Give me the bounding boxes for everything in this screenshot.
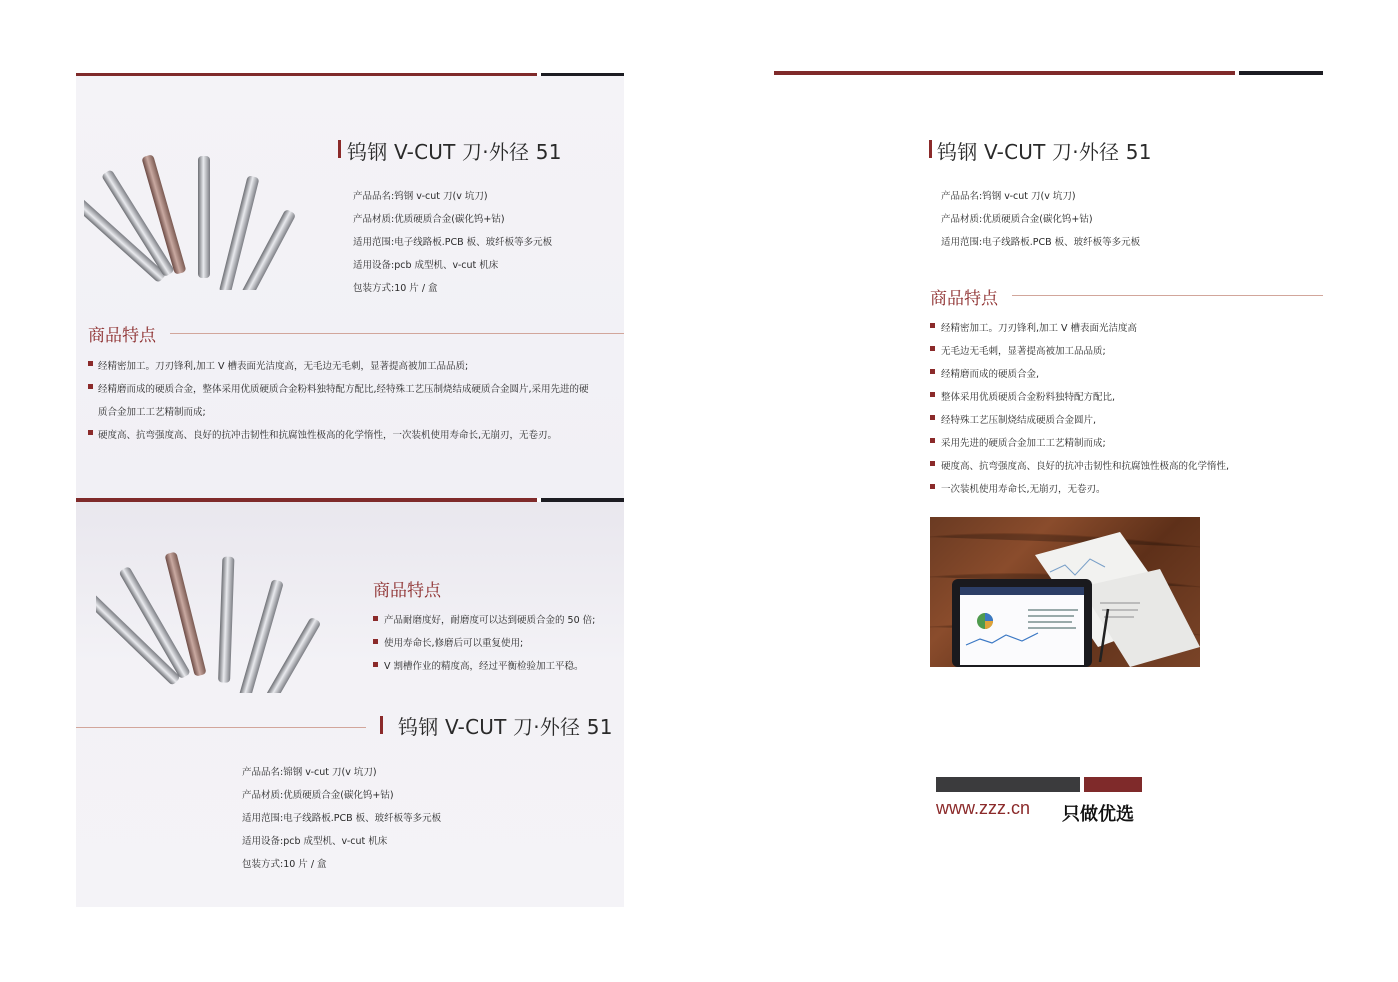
feature-item: 硬度高、抗弯强度高、良好的抗冲击韧性和抗腐蚀性极高的化学惰性，一次装机使用寿命长,无崩刃，无卷刃。 <box>98 430 558 441</box>
product-title: 钨钢 V-CUT 刀·外径 51 <box>398 715 613 739</box>
right-page-top-bar-red <box>774 71 1235 75</box>
footer-slogan: 只做优选 <box>1062 804 1134 825</box>
spec-line: 产品品名:钨钢 v-cut 刀(v 坑刀) <box>941 191 1076 202</box>
spec-line: 包装方式:10 片 / 盒 <box>242 859 327 870</box>
end-mill-tools-image-bottom <box>96 548 336 693</box>
bullet-marker <box>88 361 93 366</box>
bullet-marker <box>930 392 935 397</box>
feature-item: 整体采用优质硬质合金粉料独特配方配比, <box>941 392 1116 403</box>
footer-bar-red <box>1084 777 1142 792</box>
spec-line: 产品材质:优质硬质合金(碳化钨+钴) <box>353 214 505 225</box>
feature-item: 采用先进的硬质合金加工工艺精制而成; <box>941 438 1106 449</box>
feature-item: 产品耐磨度好，耐磨度可以达到硬质合金的 50 倍; <box>384 615 596 626</box>
bullet-marker <box>930 346 935 351</box>
bullet-marker <box>930 415 935 420</box>
spec-line: 产品材质:优质硬质合金(碳化钨+钴) <box>941 214 1093 225</box>
feature-item: 经精磨而成的硬质合金，整体采用优质硬质合金粉料独特配方配比,经特殊工艺压制烧结成硬质合金圆片,采用先进的硬 <box>98 384 589 395</box>
feature-item: 一次装机使用寿命长,无崩刃，无卷刃。 <box>941 484 1106 495</box>
feature-item: V 割槽作业的精度高，经过平衡检验加工平稳。 <box>384 661 584 672</box>
title-rule <box>76 727 366 728</box>
feature-item: 无毛边无毛刺，显著提高被加工品品质; <box>941 346 1106 357</box>
section-heading: 商品特点 <box>88 326 156 346</box>
tablet-reports-photo <box>930 517 1200 667</box>
end-mill-tools-image-top <box>84 150 314 290</box>
feature-item: 硬度高、抗弯强度高、良好的抗冲击韧性和抗腐蚀性极高的化学惰性, <box>941 461 1230 472</box>
section-rule <box>170 333 624 334</box>
spec-line: 包装方式:10 片 / 盒 <box>353 283 438 294</box>
spec-line: 适用范围:电子线路板.PCB 板、玻纤板等多元板 <box>353 237 553 248</box>
title-marker <box>380 716 383 734</box>
feature-item: 经特殊工艺压制烧结成硬质合金圆片, <box>941 415 1097 426</box>
spec-line: 产品材质:优质硬质合金(碳化钨+钴) <box>242 790 394 801</box>
product-title: 钨钢 V-CUT 刀·外径 51 <box>347 140 562 164</box>
feature-item: 使用寿命长,修磨后可以重复使用; <box>384 638 524 649</box>
section-heading: 商品特点 <box>373 581 441 601</box>
feature-item: 经精密加工。刀刃锋利,加工 V 槽表面光洁度高，无毛边无毛刺，显著提高被加工品品质; <box>98 361 469 372</box>
feature-item: 经精磨而成的硬质合金, <box>941 369 1040 380</box>
spec-line: 产品品名:钨钢 v-cut 刀(v 坑刀) <box>353 191 488 202</box>
spec-line: 适用设备:pcb 成型机、v-cut 机床 <box>353 260 499 271</box>
right-page-top-bar-dark <box>1239 71 1323 75</box>
bullet-marker <box>930 323 935 328</box>
spec-line: 适用设备:pcb 成型机、v-cut 机床 <box>242 836 388 847</box>
title-marker <box>338 140 341 158</box>
title-marker <box>929 140 932 158</box>
bullet-marker <box>373 639 378 644</box>
bullet-marker <box>373 662 378 667</box>
footer-url-link[interactable]: www.zzz.cn <box>936 798 1031 818</box>
product-title: 钨钢 V-CUT 刀·外径 51 <box>937 140 1152 164</box>
bullet-marker <box>373 616 378 621</box>
bullet-marker <box>930 438 935 443</box>
section-heading: 商品特点 <box>930 289 998 309</box>
section-rule <box>1012 295 1323 296</box>
feature-item-continued: 质合金加工工艺精制而成; <box>98 407 206 418</box>
bullet-marker <box>930 369 935 374</box>
bullet-marker <box>930 484 935 489</box>
footer-bar-dark <box>936 777 1080 792</box>
spec-line: 适用范围:电子线路板.PCB 板、玻纤板等多元板 <box>242 813 442 824</box>
bullet-marker <box>88 430 93 435</box>
feature-item: 经精密加工。刀刃锋利,加工 V 槽表面光洁度高 <box>941 323 1138 334</box>
bullet-marker <box>930 461 935 466</box>
spec-line: 产品品名:锦钢 v-cut 刀(v 坑刀) <box>242 767 377 778</box>
bullet-marker <box>88 384 93 389</box>
spec-line: 适用范围:电子线路板.PCB 板、玻纤板等多元板 <box>941 237 1141 248</box>
